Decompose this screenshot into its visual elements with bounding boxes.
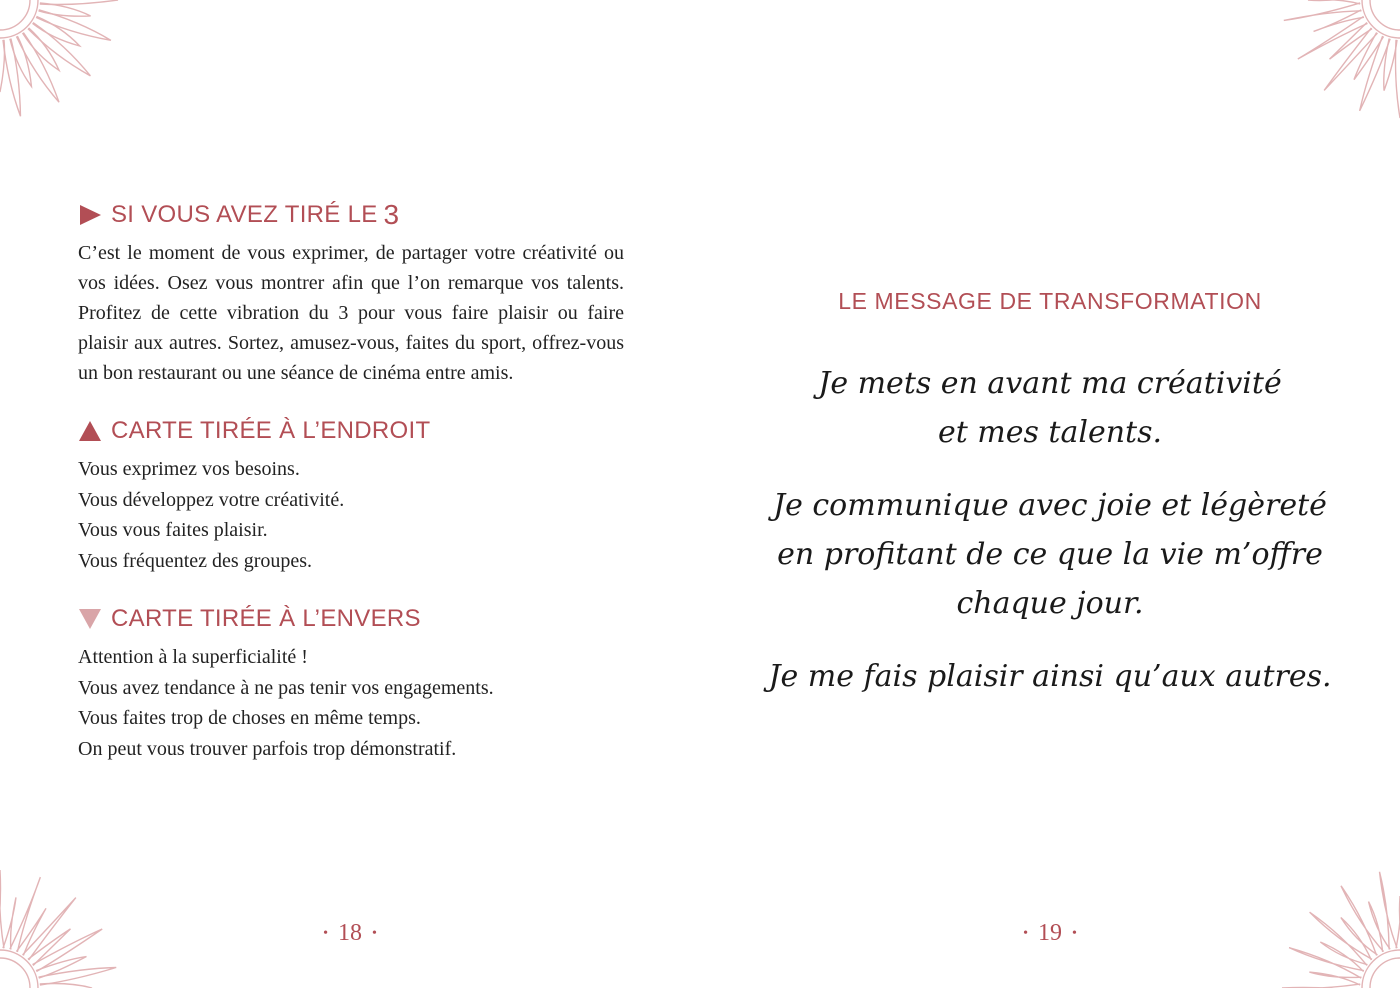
sun-ray (1341, 918, 1378, 961)
triangle-down-icon (78, 608, 102, 630)
heading-number: 3 (383, 199, 400, 230)
sun-ring (0, 958, 30, 988)
sun-ring (1370, 958, 1400, 988)
section-heading (78, 414, 624, 448)
triangle-up-icon (78, 420, 102, 442)
sun-ray (1396, 896, 1400, 948)
sun-ray (1354, 32, 1384, 79)
sun-ray (1298, 16, 1368, 59)
sun-ray (16, 32, 59, 102)
affirmation (760, 481, 1340, 628)
sun-ray (1341, 886, 1384, 956)
list-item: Vous faites trop de choses en même temps. (78, 707, 421, 729)
affirmation-line: Je me fais plaisir ainsi qu’aux autres. (768, 659, 1332, 694)
list-item: Vous avez tendance à ne pas tenir vos engagements. (78, 676, 494, 699)
sun-ring (0, 0, 30, 30)
heading-text: CARTE TIRÉE À L’ENDROIT (111, 417, 431, 444)
section-card-drawn (78, 198, 624, 388)
sun-ornament-icon (1275, 0, 1400, 125)
sun-ring (1362, 950, 1400, 988)
list-item: On peut vous trouver parfois trop démonstratif. (78, 737, 457, 760)
section-upright (78, 414, 624, 576)
list-item: Vous vous faites plaisir. (78, 519, 268, 541)
sun-ray (40, 984, 92, 988)
list-item: Vous fréquentez des groupes. (78, 549, 313, 572)
affirmation-line: chaque jour. (956, 586, 1144, 621)
sun-ray (32, 929, 102, 972)
sun-ray (28, 23, 90, 76)
sun-ornament-icon (0, 863, 125, 988)
sun-ray (36, 957, 86, 979)
page-number-left (290, 920, 410, 947)
page-number-right (990, 920, 1110, 947)
sun-ray (3, 39, 21, 117)
triangle-right-icon (78, 204, 102, 226)
sun-ray (1308, 0, 1360, 4)
sun-ray (10, 36, 32, 86)
sun-ray (1284, 3, 1362, 21)
sun-ring (1370, 0, 1400, 30)
sun-ray (39, 968, 117, 986)
sun-ornament-icon (1275, 863, 1400, 988)
left-page (78, 198, 624, 790)
heading-text: CARTE TIRÉE À L’ENVERS (111, 605, 421, 632)
right-page (760, 288, 1340, 725)
section-lines (78, 642, 624, 764)
section-reversed (78, 602, 624, 764)
affirmation (760, 652, 1340, 701)
list-item: Attention à la superficialité ! (78, 646, 308, 668)
affirmation-line: en profitant de ce que la vie m’offre (777, 537, 1323, 572)
bullet-icon: • (372, 926, 377, 942)
bullet-icon: • (323, 926, 328, 942)
bullet-icon: • (1023, 926, 1028, 942)
sun-ray (1396, 40, 1400, 118)
sun-ray (1289, 948, 1364, 978)
affirmation-line: Je communique avec joie et légèreté (773, 488, 1327, 523)
page-number-text: 18 (338, 920, 362, 946)
sun-ray (0, 40, 4, 92)
heading-text: SI VOUS AVEZ TIRÉ LE (111, 201, 378, 228)
section-lines (78, 454, 624, 576)
sun-ornament-icon (0, 0, 125, 125)
affirmation (760, 359, 1340, 457)
affirmation-line: Je mets en avant ma créativité (818, 366, 1282, 401)
sun-ray (1282, 984, 1360, 988)
affirmation-line: et mes talents. (937, 415, 1163, 450)
section-heading (78, 602, 624, 636)
section-heading (78, 198, 624, 232)
list-item: Vous développez votre créativité. (78, 488, 345, 511)
list-item: Vous exprimez vos besoins. (78, 458, 300, 480)
sun-ray (36, 10, 111, 40)
bullet-icon: • (1072, 926, 1077, 942)
message-title: LE MESSAGE DE TRANSFORMATION (838, 288, 1262, 314)
sun-ray (0, 870, 4, 948)
page-number-text: 19 (1038, 920, 1062, 946)
section-paragraph: C’est le moment de vous exprimer, de partager votre créativité ou vos idées. Osez vous montrer afin que l’on remarque vos talents. Profitez de cette vibration du 3 pour vous faire plaisir ou faire plaisir aux autres. Sortez, amusez-vous, faites du sport, offrez-vous un bon restaurant ou une séance de cinéma entre amis. (78, 242, 624, 384)
